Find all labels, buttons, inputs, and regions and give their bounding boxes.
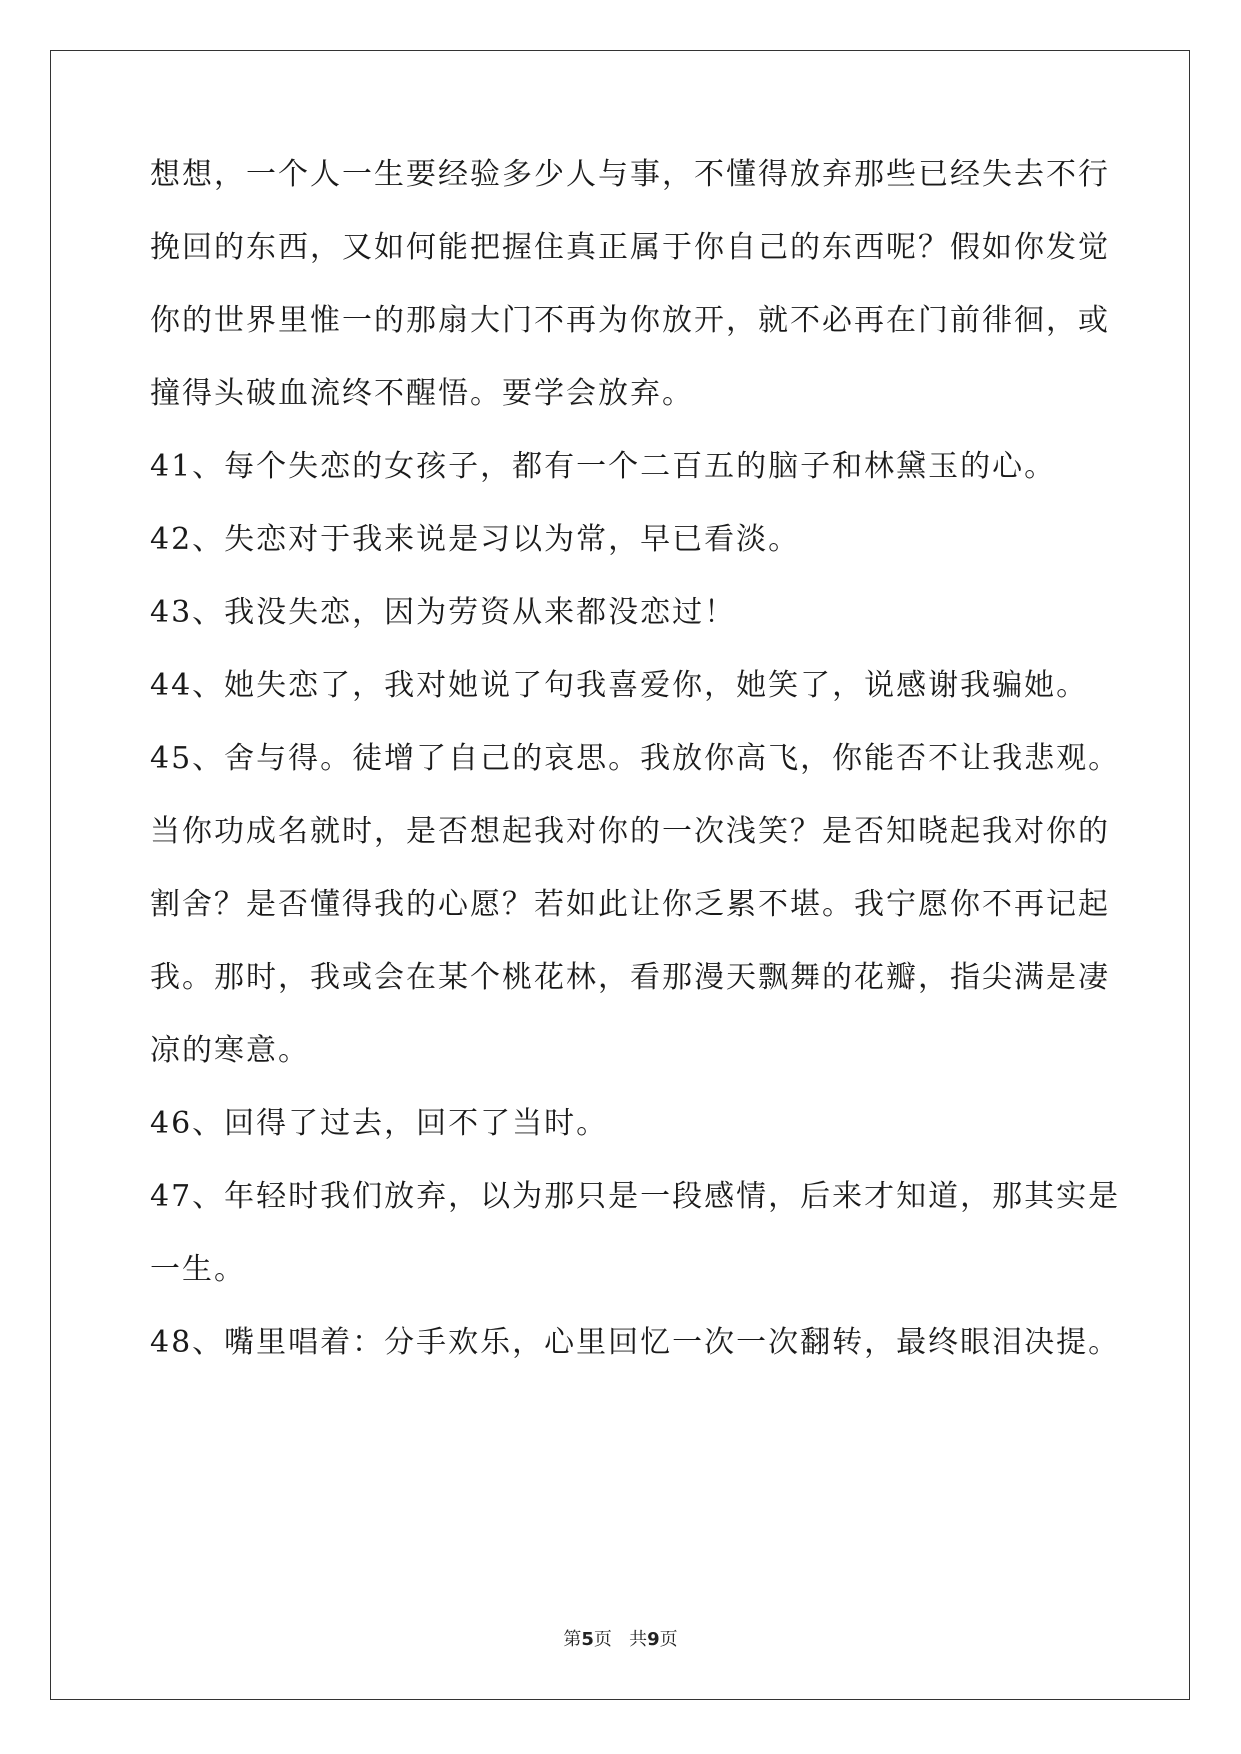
page-footer bbox=[0, 1628, 1241, 1652]
text-line: 一生。 bbox=[150, 1252, 246, 1287]
list-item: 42、失恋对于我来说是习以为常，早已看淡。 bbox=[150, 522, 801, 557]
page-border bbox=[50, 50, 1190, 1700]
text-line: 凉的寒意。 bbox=[150, 1033, 310, 1068]
list-item: 43、我没失恋，因为劳资从来都没恋过！ bbox=[150, 595, 737, 630]
footer-prefix: 第 bbox=[563, 1629, 582, 1650]
list-item: 44、她失恋了，我对她说了句我喜爱你，她笑了，说感谢我骗她。 bbox=[150, 668, 1089, 703]
text-line: 当你功成名就时，是否想起我对你的一次浅笑？是否知晓起我对你的 bbox=[150, 814, 1110, 849]
list-item: 46、回得了过去，回不了当时。 bbox=[150, 1106, 609, 1141]
list-item: 48、嘴里唱着：分手欢乐，心里回忆一次一次翻转，最终眼泪决提。 bbox=[150, 1325, 1121, 1360]
list-item: 47、年轻时我们放弃，以为那只是一段感情，后来才知道，那其实是 bbox=[150, 1179, 1121, 1214]
current-page-number: 5 bbox=[581, 1629, 594, 1650]
text-line: 我。那时，我或会在某个桃花林，看那漫天飘舞的花瓣，指尖满是凄 bbox=[150, 960, 1110, 995]
total-page-number: 9 bbox=[647, 1629, 660, 1650]
text-line: 挽回的东西，又如何能把握住真正属于你自己的东西呢？假如你发觉 bbox=[150, 230, 1110, 265]
text-line: 撞得头破血流终不醒悟。要学会放弃。 bbox=[150, 376, 694, 411]
list-item: 45、舍与得。徒增了自己的哀思。我放你高飞，你能否不让我悲观。 bbox=[150, 741, 1121, 776]
footer-total-prefix: 共 bbox=[629, 1629, 648, 1650]
text-line: 你的世界里惟一的那扇大门不再为你放开，就不必再在门前徘徊，或 bbox=[150, 303, 1110, 338]
list-item: 41、每个失恋的女孩子，都有一个二百五的脑子和林黛玉的心。 bbox=[150, 449, 1057, 484]
footer-total-suffix: 页 bbox=[659, 1629, 678, 1650]
text-line: 割舍？是否懂得我的心愿？若如此让你乏累不堪。我宁愿你不再记起 bbox=[150, 887, 1110, 922]
text-line: 想想，一个人一生要经验多少人与事，不懂得放弃那些已经失去不行 bbox=[150, 157, 1110, 192]
footer-page-suffix: 页 bbox=[593, 1629, 612, 1650]
